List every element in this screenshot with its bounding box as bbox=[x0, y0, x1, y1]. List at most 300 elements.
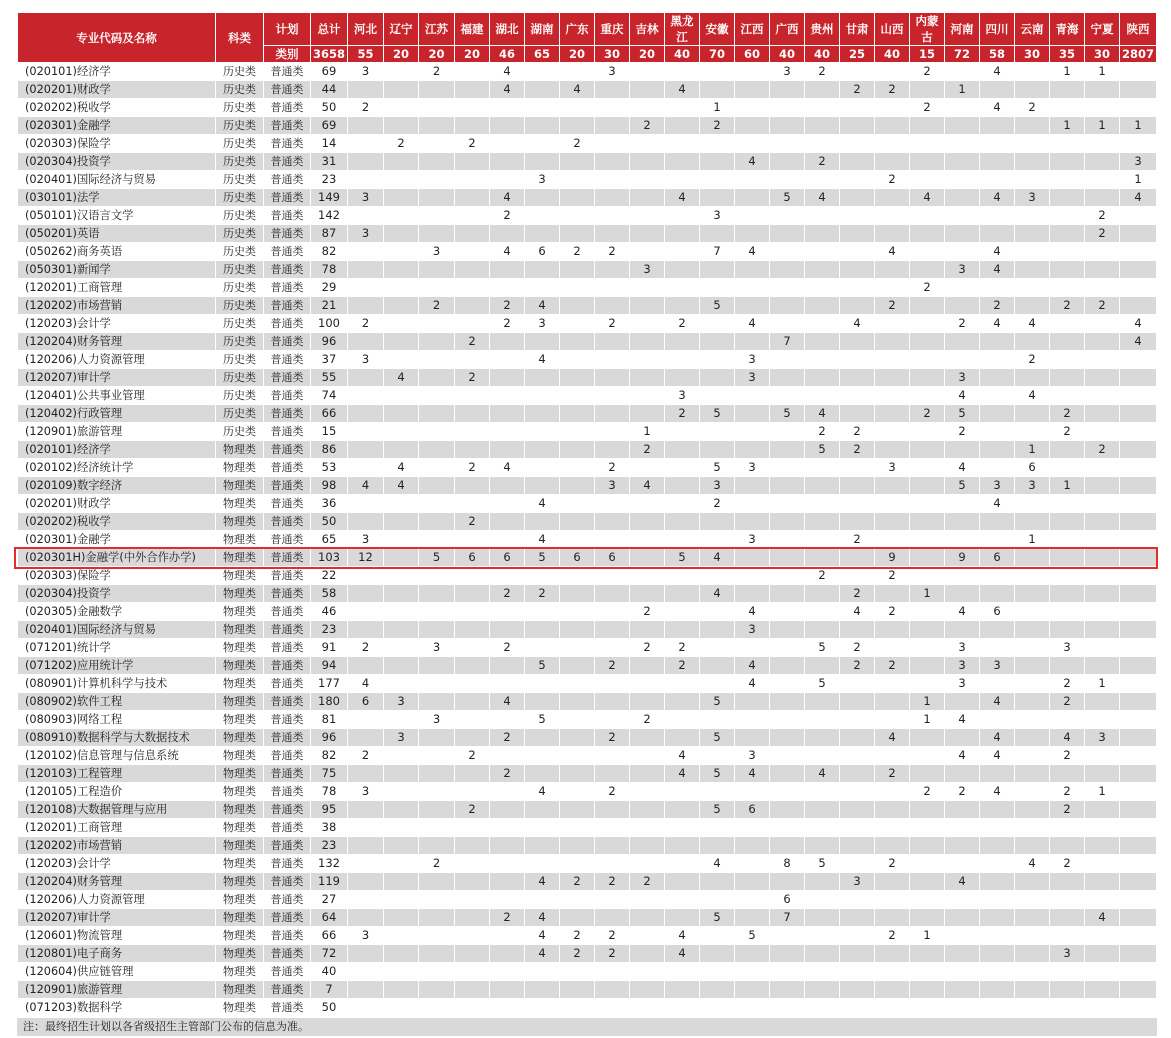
cell-count bbox=[1050, 261, 1085, 279]
cell-count bbox=[770, 819, 805, 837]
cell-count: 2 bbox=[595, 927, 630, 945]
cell-count bbox=[384, 243, 419, 261]
header-province: 河北 bbox=[348, 13, 384, 46]
header-plan-type-top: 计划 bbox=[264, 13, 311, 46]
cell-count bbox=[1050, 81, 1085, 99]
cell-count bbox=[419, 117, 455, 135]
cell-count bbox=[348, 603, 384, 621]
cell-count bbox=[1050, 873, 1085, 891]
cell-subject: 物理类 bbox=[216, 621, 264, 639]
cell-count bbox=[840, 567, 875, 585]
cell-count bbox=[490, 621, 525, 639]
cell-count bbox=[1015, 729, 1050, 747]
cell-count bbox=[1085, 351, 1120, 369]
cell-count bbox=[384, 585, 419, 603]
cell-count: 4 bbox=[490, 243, 525, 261]
cell-count bbox=[910, 549, 945, 567]
cell-count bbox=[348, 243, 384, 261]
table-row bbox=[18, 207, 1157, 225]
cell-count bbox=[770, 459, 805, 477]
cell-count: 4 bbox=[980, 63, 1015, 81]
cell-count bbox=[455, 837, 490, 855]
cell-total: 180 bbox=[311, 693, 348, 711]
cell-count bbox=[348, 81, 384, 99]
cell-major: (120604)供应链管理 bbox=[18, 963, 216, 981]
cell-total: 82 bbox=[311, 243, 348, 261]
cell-count: 2 bbox=[595, 459, 630, 477]
cell-count bbox=[560, 63, 595, 81]
cell-plan-type: 普通类 bbox=[264, 351, 311, 369]
cell-count bbox=[1050, 819, 1085, 837]
cell-count: 2 bbox=[840, 441, 875, 459]
cell-count bbox=[419, 99, 455, 117]
cell-count bbox=[1085, 963, 1120, 981]
cell-count bbox=[490, 927, 525, 945]
cell-count: 4 bbox=[980, 783, 1015, 801]
cell-count bbox=[770, 513, 805, 531]
cell-count bbox=[665, 99, 700, 117]
cell-count bbox=[525, 891, 560, 909]
cell-count: 5 bbox=[945, 405, 980, 423]
cell-count bbox=[419, 819, 455, 837]
cell-count bbox=[945, 621, 980, 639]
cell-count bbox=[840, 387, 875, 405]
cell-count: 4 bbox=[980, 495, 1015, 513]
cell-count bbox=[945, 189, 980, 207]
cell-count bbox=[700, 189, 735, 207]
header-province: 广东 bbox=[560, 13, 595, 46]
table-row bbox=[18, 783, 1157, 801]
cell-count bbox=[560, 477, 595, 495]
cell-count bbox=[1015, 945, 1050, 963]
table-row bbox=[18, 927, 1157, 945]
cell-count bbox=[840, 783, 875, 801]
cell-major: (071203)数据科学 bbox=[18, 999, 216, 1017]
cell-total: 65 bbox=[311, 531, 348, 549]
cell-count bbox=[419, 279, 455, 297]
cell-count bbox=[560, 801, 595, 819]
cell-count bbox=[525, 639, 560, 657]
cell-count bbox=[1085, 891, 1120, 909]
cell-count bbox=[700, 135, 735, 153]
cell-count bbox=[980, 909, 1015, 927]
cell-count: 2 bbox=[1085, 441, 1120, 459]
table-row bbox=[18, 63, 1157, 81]
cell-count bbox=[1050, 657, 1085, 675]
cell-count bbox=[560, 837, 595, 855]
cell-count: 4 bbox=[875, 729, 910, 747]
cell-total: 55 bbox=[311, 369, 348, 387]
cell-count bbox=[700, 225, 735, 243]
cell-count: 2 bbox=[665, 639, 700, 657]
cell-count bbox=[1085, 927, 1120, 945]
cell-count bbox=[419, 891, 455, 909]
cell-count bbox=[455, 81, 490, 99]
cell-major: (020303)保险学 bbox=[18, 135, 216, 153]
cell-count: 1 bbox=[910, 927, 945, 945]
cell-count bbox=[1050, 999, 1085, 1017]
cell-count bbox=[630, 657, 665, 675]
cell-plan-type: 普通类 bbox=[264, 441, 311, 459]
cell-count bbox=[875, 945, 910, 963]
cell-count: 2 bbox=[1050, 855, 1085, 873]
cell-total: 87 bbox=[311, 225, 348, 243]
cell-count bbox=[770, 837, 805, 855]
cell-count bbox=[1120, 549, 1157, 567]
cell-count: 2 bbox=[560, 135, 595, 153]
cell-subject: 物理类 bbox=[216, 513, 264, 531]
cell-count bbox=[770, 549, 805, 567]
cell-count bbox=[735, 63, 770, 81]
cell-plan-type: 普通类 bbox=[264, 981, 311, 999]
cell-count bbox=[770, 765, 805, 783]
cell-count bbox=[490, 603, 525, 621]
cell-count bbox=[770, 315, 805, 333]
cell-count bbox=[700, 783, 735, 801]
cell-count bbox=[1085, 819, 1120, 837]
cell-count: 1 bbox=[1085, 675, 1120, 693]
cell-count bbox=[700, 171, 735, 189]
cell-count bbox=[1085, 99, 1120, 117]
cell-count bbox=[665, 207, 700, 225]
cell-count bbox=[770, 801, 805, 819]
table-row bbox=[18, 675, 1157, 693]
cell-count bbox=[665, 981, 700, 999]
cell-count: 2 bbox=[910, 63, 945, 81]
cell-count bbox=[1015, 513, 1050, 531]
cell-count bbox=[525, 279, 560, 297]
cell-count bbox=[455, 297, 490, 315]
cell-count bbox=[384, 513, 419, 531]
cell-plan-type: 普通类 bbox=[264, 477, 311, 495]
cell-count: 2 bbox=[560, 873, 595, 891]
cell-count bbox=[770, 351, 805, 369]
table-row bbox=[18, 477, 1157, 495]
cell-count bbox=[384, 819, 419, 837]
cell-plan-type: 普通类 bbox=[264, 621, 311, 639]
cell-count bbox=[910, 243, 945, 261]
cell-count: 2 bbox=[805, 63, 840, 81]
cell-count: 4 bbox=[348, 477, 384, 495]
cell-count: 3 bbox=[945, 639, 980, 657]
cell-total: 53 bbox=[311, 459, 348, 477]
cell-count bbox=[770, 747, 805, 765]
cell-count: 1 bbox=[1120, 171, 1157, 189]
cell-count bbox=[490, 351, 525, 369]
cell-count bbox=[1050, 459, 1085, 477]
cell-count bbox=[1015, 63, 1050, 81]
cell-subject: 历史类 bbox=[216, 135, 264, 153]
cell-count: 2 bbox=[1085, 225, 1120, 243]
cell-count bbox=[700, 963, 735, 981]
cell-count bbox=[805, 99, 840, 117]
cell-count bbox=[875, 117, 910, 135]
cell-count bbox=[875, 135, 910, 153]
cell-plan-type: 普通类 bbox=[264, 909, 311, 927]
cell-major: (020202)税收学 bbox=[18, 513, 216, 531]
cell-plan-type: 普通类 bbox=[264, 423, 311, 441]
cell-count bbox=[455, 117, 490, 135]
cell-count bbox=[595, 999, 630, 1017]
cell-count: 3 bbox=[1050, 945, 1085, 963]
cell-count bbox=[525, 405, 560, 423]
cell-count bbox=[700, 333, 735, 351]
cell-plan-type: 普通类 bbox=[264, 927, 311, 945]
cell-count bbox=[1120, 963, 1157, 981]
cell-count: 3 bbox=[348, 189, 384, 207]
cell-count bbox=[700, 675, 735, 693]
cell-count: 4 bbox=[525, 927, 560, 945]
cell-count bbox=[455, 783, 490, 801]
cell-count bbox=[1015, 225, 1050, 243]
cell-count bbox=[1085, 423, 1120, 441]
cell-count bbox=[1015, 621, 1050, 639]
cell-count bbox=[384, 333, 419, 351]
header-province-total: 72 bbox=[945, 46, 980, 63]
cell-count bbox=[419, 927, 455, 945]
header-province: 云南 bbox=[1015, 13, 1050, 46]
cell-subject: 物理类 bbox=[216, 567, 264, 585]
cell-count bbox=[665, 585, 700, 603]
cell-count: 6 bbox=[455, 549, 490, 567]
cell-count bbox=[348, 999, 384, 1017]
cell-count: 2 bbox=[875, 567, 910, 585]
cell-count: 4 bbox=[735, 153, 770, 171]
cell-count: 3 bbox=[595, 63, 630, 81]
cell-count bbox=[910, 837, 945, 855]
cell-count: 2 bbox=[1050, 405, 1085, 423]
cell-count bbox=[1120, 225, 1157, 243]
cell-count bbox=[384, 153, 419, 171]
cell-plan-type: 普通类 bbox=[264, 207, 311, 225]
cell-major: (020401)国际经济与贸易 bbox=[18, 621, 216, 639]
cell-count bbox=[455, 909, 490, 927]
cell-count: 4 bbox=[1050, 729, 1085, 747]
cell-count bbox=[384, 945, 419, 963]
cell-count bbox=[630, 99, 665, 117]
cell-subject: 物理类 bbox=[216, 765, 264, 783]
cell-count bbox=[1085, 837, 1120, 855]
cell-total: 14 bbox=[311, 135, 348, 153]
cell-count bbox=[1015, 261, 1050, 279]
cell-count bbox=[910, 963, 945, 981]
header-province-total: 58 bbox=[980, 46, 1015, 63]
cell-count bbox=[805, 495, 840, 513]
cell-count bbox=[945, 279, 980, 297]
cell-count bbox=[875, 441, 910, 459]
cell-subject: 历史类 bbox=[216, 333, 264, 351]
cell-count bbox=[1015, 279, 1050, 297]
cell-count bbox=[840, 693, 875, 711]
cell-plan-type: 普通类 bbox=[264, 999, 311, 1017]
cell-subject: 物理类 bbox=[216, 603, 264, 621]
cell-count bbox=[1120, 657, 1157, 675]
cell-count bbox=[770, 495, 805, 513]
cell-count bbox=[348, 855, 384, 873]
cell-count bbox=[455, 243, 490, 261]
cell-count bbox=[805, 711, 840, 729]
cell-count bbox=[630, 81, 665, 99]
cell-count bbox=[980, 981, 1015, 999]
footnote: 注：最终招生计划以各省级招生主管部门公布的信息为准。 bbox=[17, 1018, 1157, 1036]
cell-major: (120108)大数据管理与应用 bbox=[18, 801, 216, 819]
cell-count bbox=[384, 927, 419, 945]
cell-count bbox=[805, 891, 840, 909]
cell-major: (050262)商务英语 bbox=[18, 243, 216, 261]
cell-count bbox=[525, 99, 560, 117]
cell-count bbox=[805, 747, 840, 765]
cell-count bbox=[525, 729, 560, 747]
cell-count: 2 bbox=[490, 639, 525, 657]
cell-count bbox=[348, 513, 384, 531]
cell-count bbox=[1015, 981, 1050, 999]
table-row bbox=[18, 171, 1157, 189]
cell-count bbox=[560, 279, 595, 297]
cell-major: (120801)电子商务 bbox=[18, 945, 216, 963]
cell-count bbox=[770, 693, 805, 711]
cell-count bbox=[665, 567, 700, 585]
cell-count bbox=[1050, 495, 1085, 513]
cell-count bbox=[595, 297, 630, 315]
cell-count bbox=[1085, 747, 1120, 765]
cell-count bbox=[1120, 279, 1157, 297]
cell-count bbox=[1120, 747, 1157, 765]
cell-count bbox=[525, 513, 560, 531]
cell-count bbox=[1015, 171, 1050, 189]
cell-count bbox=[1120, 765, 1157, 783]
cell-count bbox=[490, 441, 525, 459]
cell-count bbox=[455, 981, 490, 999]
cell-count bbox=[875, 675, 910, 693]
cell-count bbox=[455, 477, 490, 495]
cell-count bbox=[840, 765, 875, 783]
cell-count bbox=[419, 225, 455, 243]
cell-count bbox=[525, 423, 560, 441]
cell-count bbox=[945, 207, 980, 225]
cell-count bbox=[840, 405, 875, 423]
cell-major: (120103)工程管理 bbox=[18, 765, 216, 783]
cell-count bbox=[1120, 135, 1157, 153]
cell-count bbox=[980, 531, 1015, 549]
header-province-total: 20 bbox=[630, 46, 665, 63]
cell-count bbox=[560, 783, 595, 801]
cell-count bbox=[735, 855, 770, 873]
cell-count: 4 bbox=[665, 927, 700, 945]
cell-count bbox=[595, 639, 630, 657]
cell-count: 2 bbox=[348, 315, 384, 333]
cell-count bbox=[348, 495, 384, 513]
cell-count bbox=[348, 459, 384, 477]
cell-count bbox=[1015, 711, 1050, 729]
cell-count bbox=[490, 873, 525, 891]
cell-plan-type: 普通类 bbox=[264, 657, 311, 675]
cell-count bbox=[665, 801, 700, 819]
cell-subject: 历史类 bbox=[216, 153, 264, 171]
cell-count bbox=[840, 243, 875, 261]
cell-subject: 物理类 bbox=[216, 855, 264, 873]
cell-count bbox=[560, 459, 595, 477]
cell-count: 1 bbox=[910, 693, 945, 711]
cell-count bbox=[735, 873, 770, 891]
cell-count bbox=[770, 99, 805, 117]
cell-count bbox=[595, 405, 630, 423]
table-row bbox=[18, 153, 1157, 171]
cell-count bbox=[980, 423, 1015, 441]
cell-count bbox=[1050, 207, 1085, 225]
cell-total: 75 bbox=[311, 765, 348, 783]
cell-count bbox=[490, 495, 525, 513]
cell-count bbox=[1050, 567, 1085, 585]
cell-count: 5 bbox=[525, 549, 560, 567]
cell-count: 2 bbox=[595, 945, 630, 963]
cell-major: (050301)新闻学 bbox=[18, 261, 216, 279]
cell-count bbox=[1085, 585, 1120, 603]
cell-count: 2 bbox=[348, 99, 384, 117]
cell-count bbox=[665, 459, 700, 477]
cell-count bbox=[490, 837, 525, 855]
cell-count bbox=[560, 225, 595, 243]
cell-count: 2 bbox=[945, 423, 980, 441]
cell-count bbox=[700, 945, 735, 963]
cell-count bbox=[630, 945, 665, 963]
cell-count bbox=[805, 531, 840, 549]
cell-count bbox=[455, 99, 490, 117]
cell-count bbox=[384, 801, 419, 819]
cell-count bbox=[384, 567, 419, 585]
cell-count bbox=[910, 423, 945, 441]
cell-major: (020101)经济学 bbox=[18, 441, 216, 459]
cell-count bbox=[560, 369, 595, 387]
cell-total: 7 bbox=[311, 981, 348, 999]
cell-subject: 历史类 bbox=[216, 261, 264, 279]
cell-count bbox=[455, 279, 490, 297]
cell-count: 4 bbox=[980, 747, 1015, 765]
cell-count bbox=[1085, 873, 1120, 891]
cell-count bbox=[665, 513, 700, 531]
cell-count: 4 bbox=[805, 765, 840, 783]
cell-count bbox=[910, 639, 945, 657]
cell-count bbox=[805, 837, 840, 855]
cell-subject: 历史类 bbox=[216, 351, 264, 369]
cell-count bbox=[770, 387, 805, 405]
cell-count: 2 bbox=[1050, 297, 1085, 315]
cell-count bbox=[384, 891, 419, 909]
cell-count bbox=[1120, 909, 1157, 927]
header-province: 陕西 bbox=[1120, 13, 1157, 46]
cell-count: 4 bbox=[735, 675, 770, 693]
cell-count bbox=[455, 495, 490, 513]
cell-subject: 物理类 bbox=[216, 891, 264, 909]
cell-count bbox=[805, 135, 840, 153]
cell-count bbox=[1120, 837, 1157, 855]
cell-count bbox=[490, 801, 525, 819]
cell-count bbox=[560, 117, 595, 135]
cell-count bbox=[490, 171, 525, 189]
cell-count bbox=[840, 801, 875, 819]
cell-count bbox=[560, 711, 595, 729]
cell-count bbox=[840, 675, 875, 693]
cell-count bbox=[560, 693, 595, 711]
cell-count bbox=[1120, 927, 1157, 945]
cell-count bbox=[735, 171, 770, 189]
cell-count bbox=[1120, 855, 1157, 873]
cell-plan-type: 普通类 bbox=[264, 297, 311, 315]
cell-count bbox=[490, 819, 525, 837]
header-province-total: 65 bbox=[525, 46, 560, 63]
cell-count bbox=[560, 747, 595, 765]
cell-count bbox=[945, 837, 980, 855]
cell-count bbox=[419, 135, 455, 153]
